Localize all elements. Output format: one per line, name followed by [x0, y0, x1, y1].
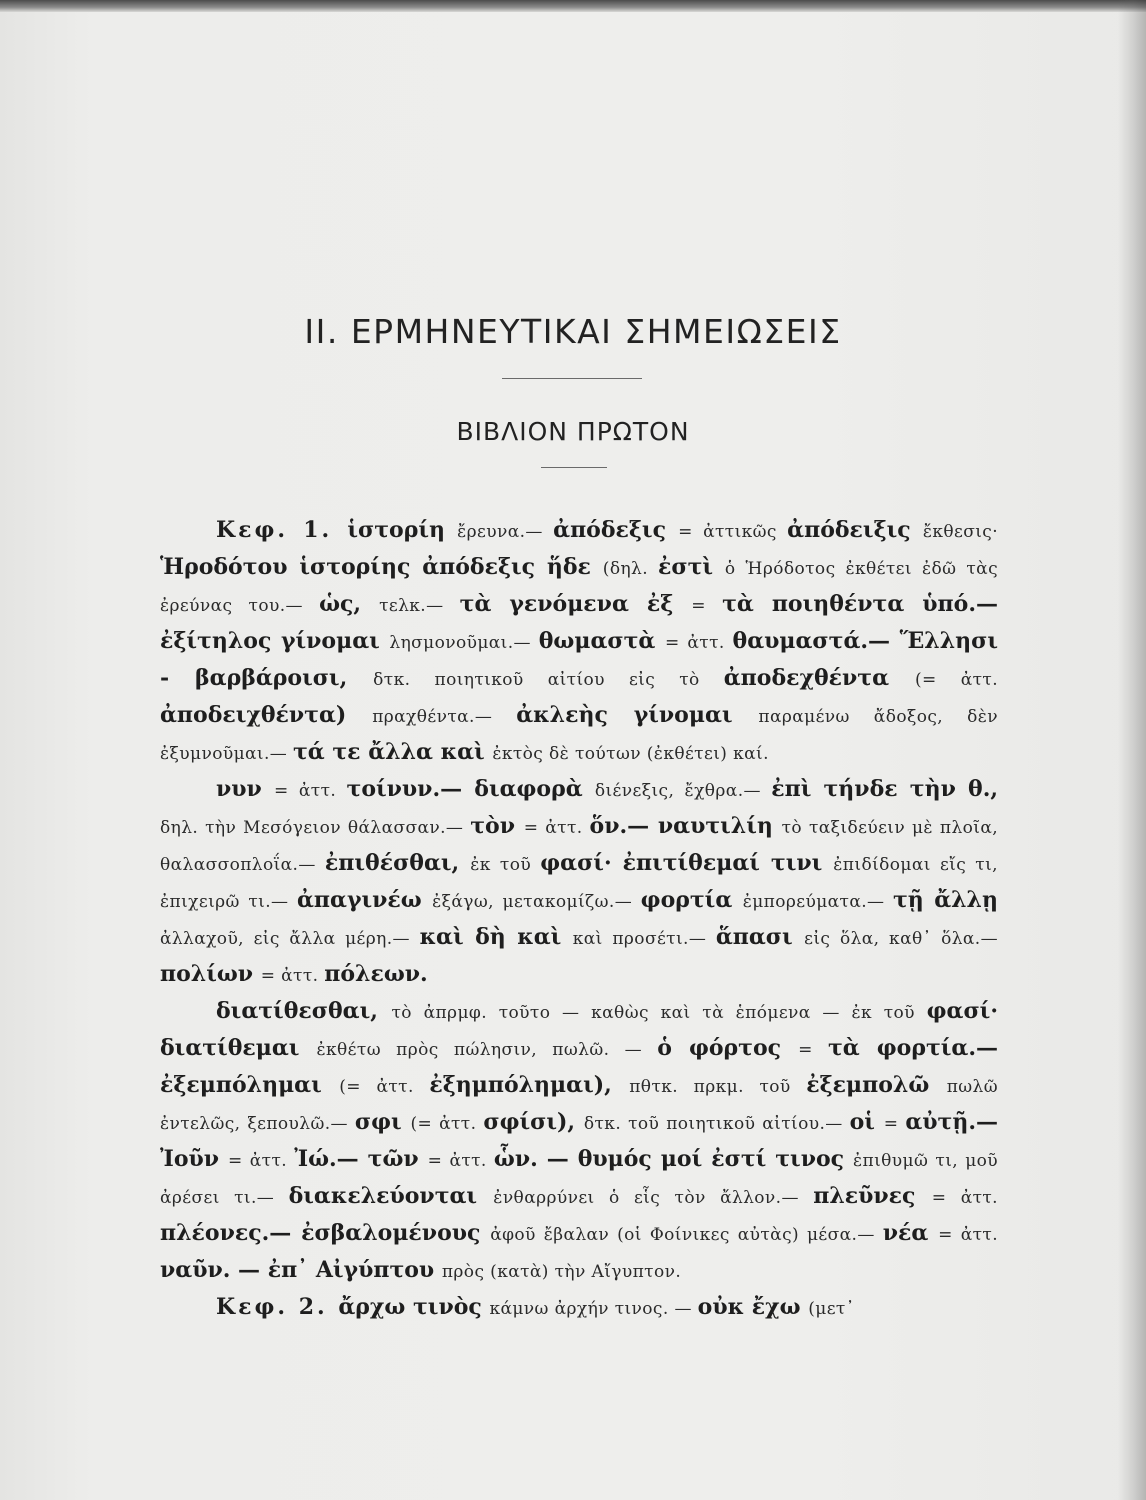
gloss-text: δτκ. ποιητικοῦ αἰτίου εἰς τὸ [373, 670, 724, 690]
gloss-text: = [798, 1040, 828, 1060]
lemma-text: ἐστὶ [658, 554, 725, 580]
gloss-text: = ἀττ. [665, 633, 733, 653]
gloss-text: = ἀττ. [523, 818, 590, 838]
paragraph-chapter-2 [160, 1290, 998, 1327]
paragraph-3 [160, 994, 998, 1290]
lemma-text: τὰ φορτία.— ἐξεμπόλημαι [160, 1035, 998, 1098]
lemma-text: ἀκλεὴς γίνομαι [516, 702, 759, 728]
lemma-text: σφι [354, 1109, 411, 1135]
gloss-text: = ἀττικῶς [678, 522, 788, 542]
gloss-text: τὸ ἀπρμφ. τοῦτο — καθὼς καὶ τὰ ἑπόμενα — ἐκ τοῦ [391, 1003, 927, 1023]
lemma-text: ἀποδεχθέντα [723, 665, 915, 691]
lemma-text: πλεῦνες [813, 1183, 932, 1209]
gloss-text: (= ἀττ. [410, 1114, 484, 1134]
gloss-text: πθτκ. πρκμ. τοῦ [629, 1077, 807, 1097]
gloss-text: λησμονοῦμαι.— [389, 633, 539, 653]
gloss-text: = [883, 1114, 906, 1134]
gloss-text: ἐξάγω, μετακομίζω.— [432, 892, 641, 912]
lemma-text: ἅπασι [715, 924, 805, 950]
gloss-text: = ἀττ. [228, 1151, 295, 1171]
subtitle-divider [541, 467, 607, 468]
lemma-text: Ἰώ.— τῶν [294, 1146, 428, 1172]
lemma-text: οὐκ ἔχω [697, 1294, 809, 1320]
gloss-text: ἀλλαχοῦ, εἰς ἄλλα μέρη.— [160, 929, 420, 949]
gloss-text: ἐμπορεύματα.— [742, 892, 893, 912]
lemma-text: ὅν.— ναυτιλίη [589, 813, 782, 839]
lemma-text: ἀπόδεξις [553, 517, 679, 543]
lemma-text: θαυμαστά.— Ἕλλησι - βαρβάροισι, [160, 628, 999, 691]
book-subtitle: ΒΙΒΛΙΟΝ ΠΡΩΤΟΝ [456, 417, 690, 446]
lemma-text: ἀπαγινέω [297, 887, 433, 913]
gloss-text: ἐκτὸς δὲ τούτων (ἐκθέτει) καί. [492, 744, 769, 764]
lemma-text: ἱστορίη [347, 517, 458, 543]
lemma-text: ἐξημπόλημαι), [429, 1072, 630, 1098]
lemma-text: νυν [216, 776, 274, 802]
gloss-text: ἐπιδίδομαι εἴς τι, ἐπιχειρῶ τι.— [160, 855, 998, 912]
lemma-text: αὐτῇ.— Ἰοῦν [160, 1109, 999, 1172]
gloss-text: = ἀττ. [931, 1188, 998, 1208]
lemma-text: φασί· διατίθεμαι [160, 998, 998, 1061]
gloss-text: ἀφοῦ ἔβαλαν (οἱ Φοίνικες αὐτὰς) μέσα.— [490, 1225, 883, 1245]
lemma-text: ἐξεμπολῶ [806, 1072, 947, 1098]
gloss-text: = ἀττ. [273, 781, 347, 801]
gloss-text: εἰς ὅλα, καθ᾿ ὅλα.— [804, 929, 998, 949]
lemma-text: τὰ ποιηθέντα ὑπό.— ἐξίτηλος γίνομαι [160, 591, 998, 654]
gloss-text: (μετ᾿ [808, 1299, 855, 1319]
lemma-text: τοίνυν.— διαφορὰ [346, 776, 595, 802]
lemma-text: Ἡροδότου ἱστορίης ἀπόδεξις ἥδε [160, 554, 603, 580]
lemma-text: διακελεύονται [288, 1183, 494, 1209]
gloss-text: ἐνθαρρύνει ὁ εἷς τὸν ἄλλον.— [493, 1188, 814, 1208]
lemma-text: πόλεων. [324, 961, 428, 987]
lemma-text: φορτία [640, 887, 743, 913]
gloss-text: τὸ ταξιδεύειν μὲ πλοῖα, θαλασσοπλοΐα.— [160, 818, 998, 875]
commentary-body [160, 513, 998, 1327]
gloss-text: παραμένω ἄδοξος, δὲν ἐξυμνοῦμαι.— [160, 707, 998, 764]
lemma-text: θωμαστὰ [538, 628, 665, 654]
gloss-text: διένεξις, ἔχθρα.— [594, 781, 772, 801]
gloss-text: ἐπιθυμῶ τι, μοῦ ἀρέσει τι.— [160, 1151, 999, 1208]
lemma-text: οἱ [849, 1109, 884, 1135]
lemma-text: πολίων [160, 961, 261, 987]
lemma-text: νέα [882, 1220, 939, 1246]
lemma-text: ἐπὶ τήνδε τὴν θ., [771, 776, 999, 802]
gloss-text: ἔκθεσις· [922, 522, 998, 542]
lemma-text: ἄρχω τινὸς [338, 1294, 490, 1320]
lemma-text: διατίθεσθαι, [216, 998, 392, 1024]
paragraph-2 [160, 772, 998, 994]
lemma-text: ἀποδειχθέντα) [160, 702, 373, 728]
lemma-text: ναῦν. — ἐπ᾿ Αἰγύπτου [160, 1257, 442, 1283]
gloss-text: (= ἀττ. [339, 1077, 430, 1097]
gloss-text: πρὸς (κατὰ) τὴν Αἴγυπτον. [441, 1262, 682, 1282]
gloss-text: πωλῶ ἐντελῶς, ξεπουλῶ.— [160, 1077, 998, 1134]
lemma-text: τὰ γενόμενα ἐξ [459, 591, 692, 617]
lemma-text: τῇ ἄλλῃ [892, 887, 998, 913]
gloss-text: ὁ Ἡρόδοτος ἐκθέτει ἐδῶ τὰς ἐρεύνας του.— [160, 559, 998, 616]
gloss-text: ἐκθέτω πρὸς πώλησιν, πωλῶ. — [316, 1040, 658, 1060]
gloss-text: (δηλ. [602, 559, 659, 579]
gloss-text: τελκ.— [379, 596, 460, 616]
lemma-text: τὸν [470, 813, 524, 839]
lemma-text: καὶ δὴ καὶ [419, 924, 573, 950]
lemma-text: τά τε ἄλλα καὶ [292, 739, 493, 765]
lemma-text: ὧν. — θυμός μοί ἐστί τινος [493, 1146, 854, 1172]
gloss-text: = ἀττ. [260, 966, 325, 986]
lemma-text: πλέονες.— ἐσβαλομένους [160, 1220, 491, 1246]
lemma-text: ἀπόδειξις [787, 517, 923, 543]
lemma-text: ὡς, [319, 591, 380, 617]
lemma-text: φασί· ἐπιτίθεμαί τινι [540, 850, 834, 876]
chapter-label: Κεφ. 2. [216, 1294, 339, 1320]
section-title: II. ΕΡΜΗΝΕΥΤΙΚΑΙ ΣΗΜΕΙΩΣΕΙΣ [304, 312, 842, 351]
gloss-text: (= ἀττ. [914, 670, 998, 690]
gloss-text: = ἀττ. [938, 1225, 998, 1245]
gloss-text: ἐκ τοῦ [470, 855, 541, 875]
gloss-text: δηλ. τὴν Μεσόγειον θάλασσαν.— [160, 818, 471, 838]
gloss-text: δτκ. τοῦ ποιητικοῦ αἰτίου.— [583, 1114, 850, 1134]
lemma-text: ἐπιθέσθαι, [324, 850, 471, 876]
scan-top-edge [0, 0, 1146, 12]
lemma-text: ὁ φόρτος [657, 1035, 799, 1061]
gloss-text: ἔρευνα.— [457, 522, 554, 542]
gloss-text: πραχθέντα.— [372, 707, 517, 727]
title-divider [502, 378, 642, 379]
lemma-text: σφίσι), [483, 1109, 584, 1135]
paragraph-chapter-1 [160, 513, 998, 772]
gloss-text: = [691, 596, 723, 616]
chapter-label: Κεφ. 1. [216, 517, 348, 543]
gloss-text: καὶ προσέτι.— [572, 929, 716, 949]
gloss-text: = ἀττ. [427, 1151, 494, 1171]
gloss-text: κάμνω ἀρχήν τινος. — [489, 1299, 698, 1319]
page-gutter-shadow [1118, 0, 1146, 1500]
